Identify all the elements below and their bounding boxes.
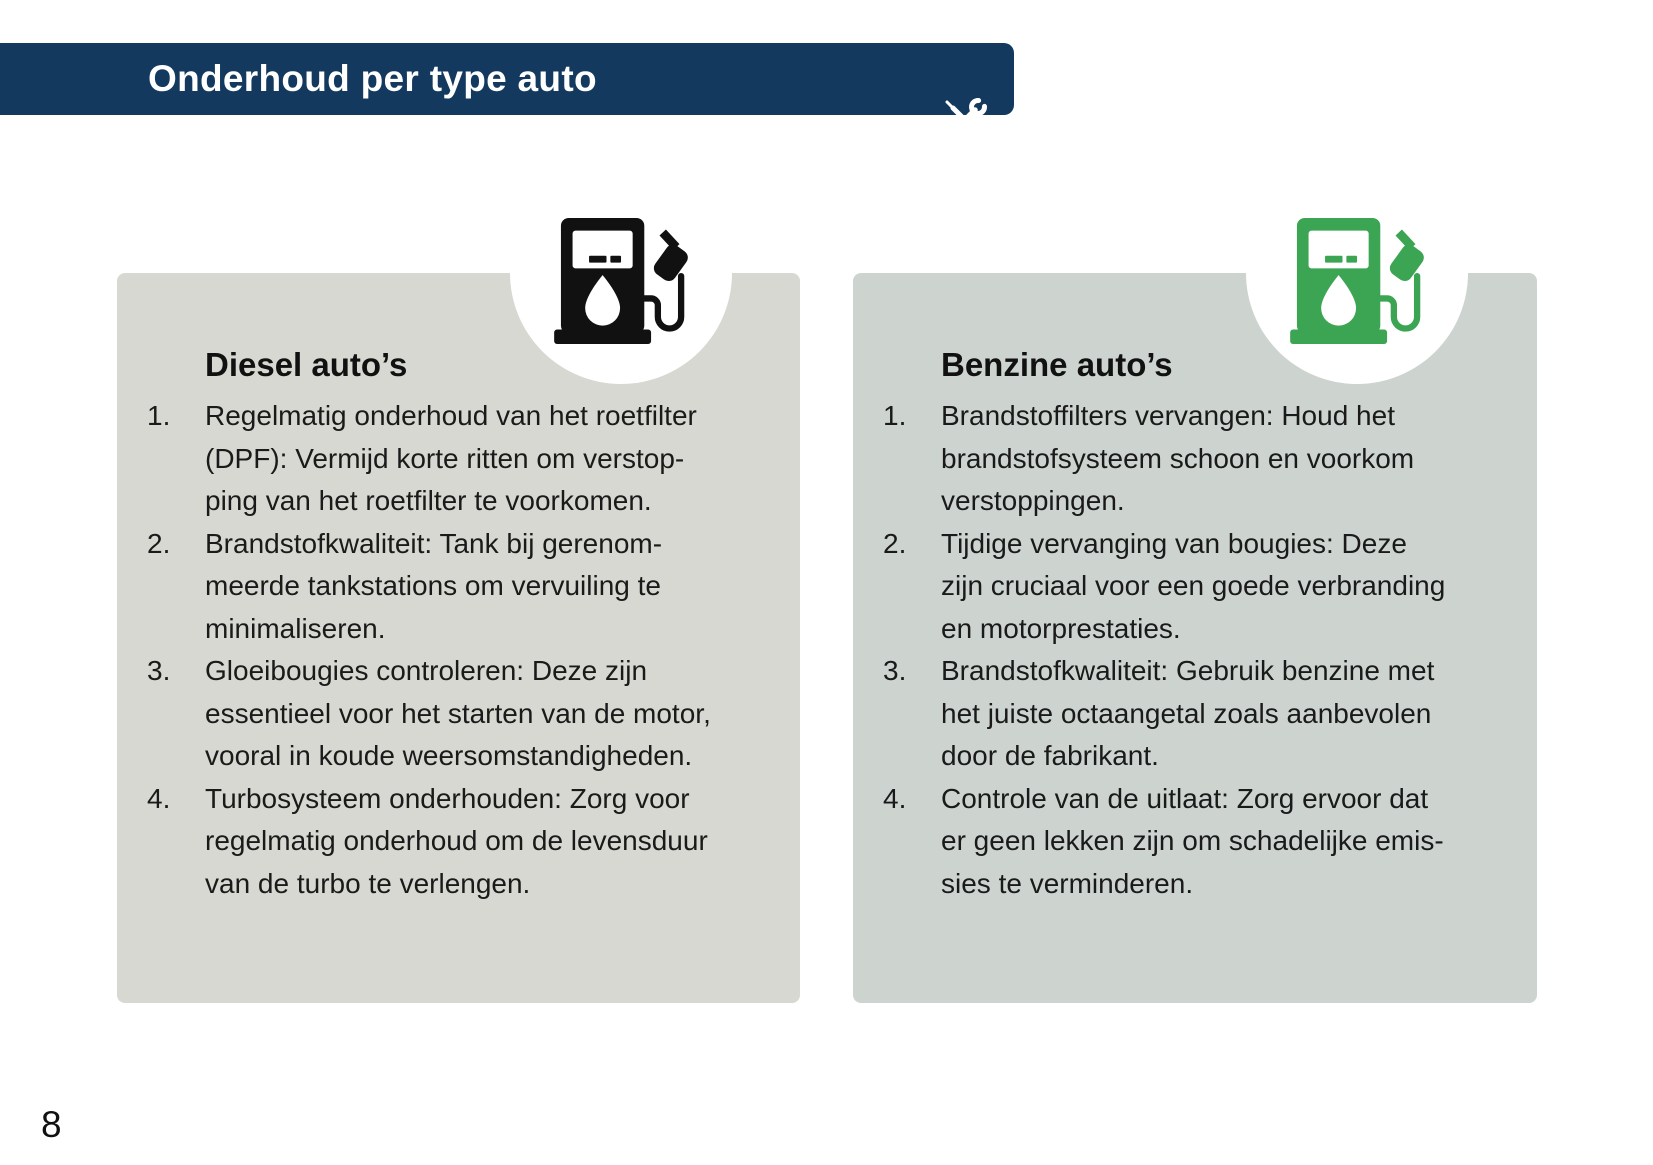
diesel-card [117,273,800,1003]
list-line: Turbosysteem onderhouden: Zorg voor [205,782,690,814]
card-title: Diesel auto’s [205,346,408,383]
card-title: Benzine auto’s [941,346,1173,383]
list-number: 1. [883,400,907,431]
list-line: Regelmatig onderhoud van het roetfilter [205,400,697,431]
page-title: Onderhoud per type auto [148,58,597,99]
list-item [883,650,1517,778]
list-item [147,650,780,778]
page-number: 8 [41,1104,62,1145]
list-item [883,395,1517,523]
list-line: vooral in koude weersomstandigheden. [205,740,693,771]
list-item [147,395,780,523]
header-bar [0,43,1014,115]
list-line: door de fabrikant. [941,740,1159,771]
tools-icon [942,97,990,145]
list-line: en motorprestaties. [941,612,1181,644]
list-line: regelmatig onderhoud om de levensduur [205,825,708,856]
list-number: 2. [883,527,907,559]
list-item [883,778,1517,906]
list-number: 1. [147,400,171,431]
list-number: 3. [883,655,907,686]
list-line: Tijdige vervanging van bougies: Deze [941,527,1407,559]
list-line: Brandstofkwaliteit: Tank bij gerenom- [205,527,663,559]
list-line: Brandstofkwaliteit: Gebruik benzine met [941,655,1435,686]
list-number: 2. [147,527,171,559]
list-line: Gloeibougies controleren: Deze zijn [205,655,648,686]
list-line: zijn cruciaal voor een goede verbranding [941,570,1446,601]
fuel-pump-icon [554,218,690,344]
list-line: minimaliseren. [205,612,386,644]
benzine-card [853,273,1537,1003]
list-line: Controle van de uitlaat: Zorg ervoor dat [941,782,1429,814]
list-line: meerde tankstations om vervuiling te [205,570,661,601]
list-line: Brandstoffilters vervangen: Houd het [941,400,1395,431]
list-item [883,523,1517,651]
list-line: brandstofsysteem schoon en voorkom [941,442,1415,474]
list-line: ping van het roetfilter te voorkomen. [205,485,652,516]
list-number: 3. [147,655,171,686]
maintenance-list [117,395,800,905]
list-line: het juiste octaangetal zoals aanbevolen [941,697,1432,729]
list-line: (DPF): Vermijd korte ritten om verstop- [205,442,685,474]
list-line: er geen lekken zijn om schadelijke emis- [941,825,1444,856]
fuel-pump-icon [1290,218,1426,344]
list-number: 4. [147,782,171,814]
list-item [147,778,780,906]
list-item [147,523,780,651]
list-line: verstoppingen. [941,485,1125,516]
list-number: 4. [883,782,907,814]
list-line: sies te verminderen. [941,867,1194,899]
list-line: van de turbo te verlengen. [205,867,531,899]
maintenance-list [853,395,1537,905]
list-line: essentieel voor het starten van de motor, [205,697,711,729]
